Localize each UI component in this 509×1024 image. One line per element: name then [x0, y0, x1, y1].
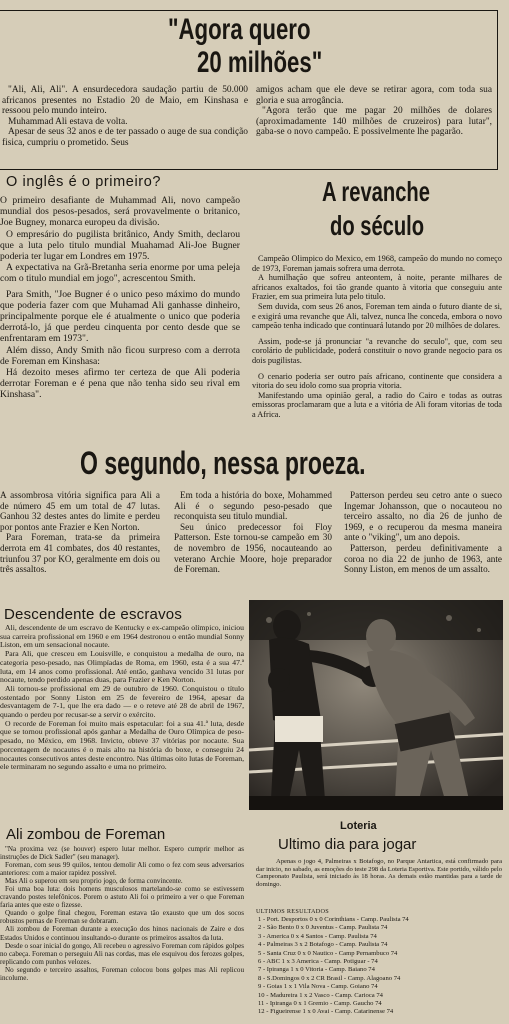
loteria-result-row: 7 - Ipiranga 1 x 0 Vitoria - Camp. Baiano 74 — [258, 966, 375, 974]
top-left-p2: Muhammad Ali estava de volta. — [8, 116, 128, 127]
top-headline-line2: 20 milhões" — [197, 46, 323, 79]
segundo-c1-p1: A assombrosa vitória significa para Ali a de número 45 em um total de 47 lutas. Ganhou 32 destes antes do limite e perdeu por pontos ante Frazier e Ken Norton. — [0, 490, 160, 532]
loteria-result-row: 10 - Madureira 1 x 2 Vasco - Camp. Carioca 74 — [258, 991, 383, 999]
zombou-p3: Mas Ali o superou em seu proprio jogo, de forma convincente. — [5, 877, 183, 886]
loteria-result-row: 4 - Palmeiras 3 x 2 Botafogo - Camp. Paulista 74 — [258, 941, 388, 949]
ingles-headline: O inglês é o primeiro? — [6, 174, 162, 190]
loteria-result-row: 12 - Figueirense 1 x 0 Avai - Camp. Catarinense 74 — [258, 1008, 394, 1016]
revanche-headline-line2: do século — [330, 210, 425, 241]
loteria-result-row: 1 - Port. Desportos 0 x 0 Corinthians - Camp. Paulista 74 — [258, 916, 409, 923]
loteria-results-list — [258, 916, 504, 1022]
segundo-column-2 — [174, 490, 332, 598]
zombou-p1: "Na proxima vez (se houver) espero lutar melhor. Espero cumprir melhor as instruções de Dick Sadler" (seu manager). — [0, 845, 244, 862]
revanche-p6: Manifestando uma opinião geral, a radio do Cairo e todas as outras emissoras proclamaram que a luta e a vitória de Ali foram vitorias de toda a Africa. — [252, 390, 502, 419]
top-left-p3: Apesar de seus 32 anos e de ter passado o auge de sua condição fisica, cumpriu o prometido. Seus — [2, 127, 248, 148]
loteria-headline: Ultimo dia para jogar — [278, 836, 417, 853]
segundo-c3-p2: Patterson, perdeu definitivamente a coroa no dia 22 de junho de 1963, ante Sonny Liston, em menos de um assalto. — [344, 542, 502, 575]
top-story-right-column — [256, 85, 492, 167]
revanche-headline-line1: A revanche — [322, 176, 430, 207]
loteria-kicker: Loteria — [340, 820, 377, 832]
escravos-p3: Ali tornou-se profissional em 29 de outubro de 1960. Conquistou o título ostentado por Sonny Liston em 25 de fevereiro de 1964, apesar da desvantagem de 7-1, que lhe era dado — e o reteve até 28 de abril de 1967, quando o perdeu por recusar-se a servir o exército. — [0, 683, 244, 720]
loteria-result-row: 2 - São Bento 0 x 0 Juventus - Camp. Paulista 74 — [258, 924, 388, 932]
top-headline-line1: "Agora quero — [168, 13, 311, 46]
escravos-p2: Para Ali, que cresceu em Louisville, e conquistou a medalha de ouro, na categoria peso-pesado, nas Olimpíadas de Roma, em 1960, esta é a sua 47.ª luta, em 14 anos como profissional. Até então, ganhava vencido 31 lutas por nocaute, tendo perdido apenas duas, para Frazier e Ken Norton. — [0, 649, 244, 685]
ingles-p1: O primeiro desafiante de Muhammad Ali, novo campeão mundial dos pesos-pesados, será provavelmente o britanico, Joe Bugney, monarca europeu da divisão. — [0, 195, 240, 229]
zombou-article — [0, 845, 244, 1021]
segundo-column-3 — [344, 490, 502, 598]
loteria-result-row: 9 - Goias 1 x 1 Vila Nova - Camp. Goiano 74 — [258, 983, 378, 991]
escravos-p4: O recorde de Foreman foi muito mais espetacular: foi a sua 41.ª luta, desde que se tornou profissional após ganhar a Medalha de Ouro Olímpica de peso-pesado, no México, em 1968. Invicto, obteve 37 vitórias por nocaute. Sua porcentagem de nocautes é o mais alto na história do boxe, e conseguiu 24 nocautes consecutivos antes deste encontro. Nas últimas oito lutas de Foreman, ele terminaram no segundo assalto e uma no primeiro. — [0, 718, 244, 772]
segundo-c2-p2: Seu único predecessor foi Floy Patterson. Este tornou-se campeão em 30 de novembro de 1956, nocauteando ao veterano Archie Moore, hoje preparador de Foreman. — [174, 521, 332, 575]
revanche-p2: A humilhação que sofreu anteontem, à noite, perante milhares de africanos exaltados, foi tão grande quanto à vitoria que conseguiu ante Frazier, em sua primeira luta pelo titulo. — [252, 273, 502, 302]
segundo-headline: O segundo, nessa proeza. — [80, 445, 366, 481]
boxing-photo-image — [249, 600, 503, 810]
revanche-p3: Sem duvida, com seus 26 anos, Foreman tem ainda o futuro diante de si, e exigirá uma revanche que Ali, talvez, nunca lhe conceda, embora o novo campeão tenha indicado que continuará lutando por 20 milhões de dolares. — [252, 301, 502, 331]
segundo-column-1 — [0, 490, 160, 598]
revanche-article — [252, 254, 502, 434]
loteria-result-row: 6 - ABC 1 x 3 America - Camp. Potiguar - 74 — [258, 958, 378, 966]
segundo-c2-p1: Em toda a história do boxe, Mohammed Ali é o segundo peso-pesado que reconquista seu titulo mundial. — [174, 490, 332, 522]
loteria-results-title: ULTIMOS RESULTADOS — [256, 908, 330, 915]
top-right-p2: "Agora terão que me pagar 20 milhões de dolares (aproximadamente 140 milhões de cruzeiros) para lutar", gaba-se o novo campeão. E possivelmente lhe pagarão. — [256, 106, 492, 138]
zombou-p6: Ali zombou de Foreman durante a execução dos hinos nacionais de Zaire e dos Estados Unidos e continuou insultando-o durante os primeiros assaltos da luta. — [0, 925, 244, 942]
ingles-p3: A expectativa na Grã-Bretanha seria enorme por uma peleja com o titulo mundial em jogo", acrescentou Smith. — [0, 262, 240, 285]
top-left-p1: "Ali, Ali, Ali". A ensurdecedora saudação partiu de 50.000 africanos presentes no Estadio 20 de Maio, em Kinshasa e ressoou pelo mundo inteiro. — [2, 85, 248, 117]
top-story-box — [0, 10, 498, 170]
loteria-result-row: 8 - S.Domingos 0 x 2 CR Brasil - Camp. Alagoano 74 — [258, 974, 401, 982]
loteria-result-row: 11 - Ipiranga 0 x 1 Gremio - Camp. Gaucho 74 — [258, 1000, 382, 1008]
loteria-result-row: 5 - Santa Cruz 0 x 0 Nautico - Camp Pernambuco 74 — [258, 949, 398, 957]
loteria-intro: Apenas o jogo 4, Palmeiras x Botafogo, no Parque Antartica, está confirmado para dar inicio, no sabado, as emoções do teste 298 da Loteria Esportiva. Este portido, válido pelo Campeonato Paulista, será iniciado às 18 horas. As demais estão mantidas para a tarde de domingo. — [256, 858, 502, 888]
escravos-p1: Ali, descendente de um escravo de Kentucky e ex-campeão olímpico, iniciou sua carreira profissional em 1960 e em 1964 destronou o então mundial Sonny Liston, em um sensacional nocaute. — [0, 624, 244, 650]
segundo-c1-p2: Para Foreman, trata-se da primeira derrota em 41 combates, dos 40 restantes, triunfou 37 por KO, geralmente em dois ou três assaltos. — [0, 532, 160, 575]
zombou-p7: Desde o soar inicial do gongo, Ali recebeu o agressivo Foreman com rápidos golpes no cabeça. Foreman o perseguiu Ali nas cordas, mas ele esquivou dos ferozes golpes, replicando com punhos velozes. — [0, 941, 244, 966]
escravos-headline: Descendente de escravos — [4, 606, 183, 623]
revanche-p5: O cenario poderia ser outro país africano, continente que considera a vitoria do seu idolo como sua propria vitoria. — [252, 371, 502, 391]
loteria-result-row: 3 - America 0 x 4 Santos - Camp. Paulista 74 — [258, 932, 377, 940]
zombou-p2: Foreman, com seus 99 quilos, tentou demolir Ali como o fez com seus adversarios anteriores: com a maior rapidez possível. — [0, 861, 244, 878]
escravos-article — [0, 624, 244, 824]
zombou-headline: Ali zombou de Foreman — [6, 826, 166, 843]
top-right-p1: amigos acham que ele deve se retirar agora, com toda sua gloria e sua arrogância. — [256, 85, 492, 106]
boxing-photo — [249, 600, 503, 810]
top-story-left-column — [2, 85, 248, 167]
zombou-p4: Foi uma boa luta: dois homens musculosos martelando-se como se estivessem cravando postes telefônicos. Porem o astuto Ali foi o primeiro a ver o que Foreman faria antes que este o fizesse. — [0, 885, 244, 910]
ingles-p6: Há dezoito meses afirmo ter certeza de que Ali poderia derrotar Foreman e é pena que não tenha sido seu rival em Kinshasa". — [0, 367, 240, 401]
ingles-article — [0, 195, 240, 435]
ingles-p2: O empresário do pugilista britânico, Andy Smith, declarou que a luta pelo titulo mundial Muahamad Ali-Joe Bugner poderia ter lugar em Londres em 1975. — [0, 228, 240, 263]
revanche-p4: Assim, pode-se já pronunciar "a revanche do seculo", que, com seu corolário de publicidade, poderá constituir o novo grande negocio para os dois pugilistas. — [252, 336, 502, 365]
zombou-p5: Quando o golpe final chegou, Foreman estava tão exausto que um dos socos robustos pernas de Foreman se dobraram. — [0, 909, 244, 926]
revanche-p1: Campeão Olimpico do Mexico, em 1968, campeão do mundo no começo de 1973, Foreman jamais sofrera uma derrota. — [252, 254, 502, 273]
segundo-c3-p1: Patterson perdeu seu cetro ante o sueco Ingemar Johansson, que o nocauteou no terceiro assalto, no dia 26 de junho de 1969, e o recuperou da mesma maneira ante o "viking", um ano depois. — [344, 490, 502, 543]
ingles-p4: Para Smith, "Joe Bugner é o unico peso máximo do mundo que poderia fazer com que Muhamad Ali ganhasse dinheiro, principalmente porque ele é atualmente o unico que poderia derrotá-lo, já que perdeu cinquenta por cento desde que se enfrentaram em 1973". — [0, 288, 240, 345]
zombou-p8: No segundo e terceiro assaltos, Foreman colocou bons golpes mas Ali replicou incolume. — [0, 965, 244, 982]
ingles-p5: Além disso, Andy Smith não ficou surpreso com a derrota de Foreman em Kinshasa: — [0, 344, 240, 367]
